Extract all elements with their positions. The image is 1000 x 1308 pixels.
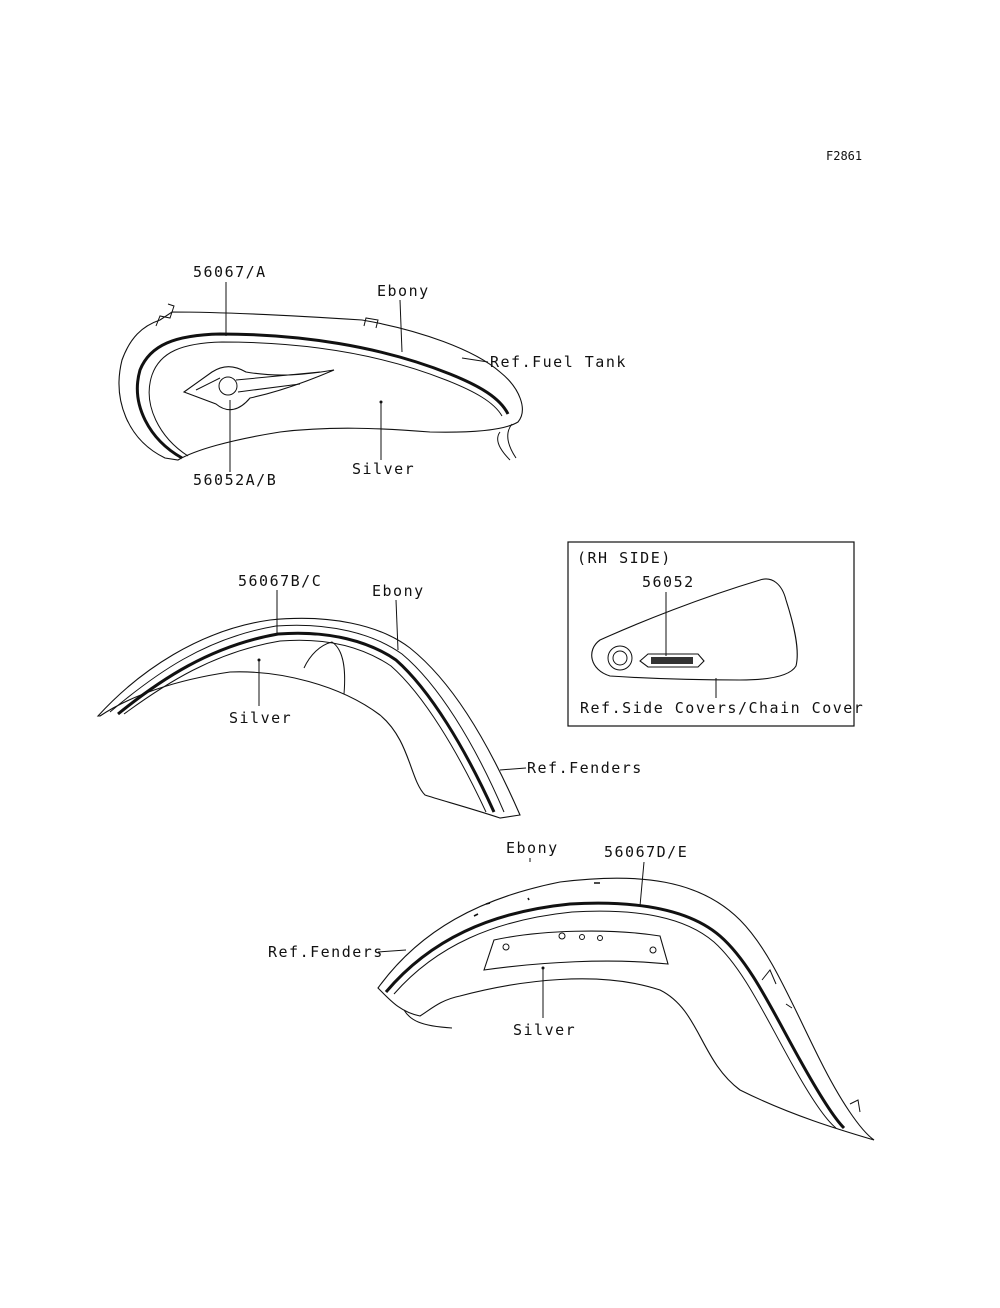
front-fender-group — [98, 572, 643, 818]
rear-ref: Ref.Fenders — [268, 943, 384, 961]
rear-fender-outline — [378, 878, 874, 1140]
tank-color-top: Ebony — [377, 282, 430, 300]
rear-color-top: Ebony — [506, 839, 559, 857]
tank-ref: Ref.Fuel Tank — [490, 353, 627, 371]
side-emblem-part: 56052 — [642, 573, 695, 591]
side-cover-emblem-logo — [651, 657, 693, 664]
point-tank-silver — [380, 401, 383, 404]
rear-color-side: Silver — [513, 1021, 577, 1039]
leader-front-ref — [500, 768, 526, 770]
front-stripe-part: 56067B/C — [238, 572, 323, 590]
front-color-top: Ebony — [372, 582, 425, 600]
point-rear-silver — [542, 967, 545, 970]
side-cover-title: (RH SIDE) — [577, 549, 672, 567]
rear-fender-group — [268, 839, 874, 1140]
tank-color-bottom: Silver — [352, 460, 416, 478]
fuel-tank-group — [119, 263, 627, 489]
tank-stripe-part: 56067/A — [193, 263, 267, 281]
point-front-silver — [258, 659, 261, 662]
tank-emblem-part: 56052A/B — [193, 471, 278, 489]
side-cover-ref: Ref.Side Covers/Chain Cover — [580, 699, 865, 717]
front-color-side: Silver — [229, 709, 293, 727]
front-ref: Ref.Fenders — [527, 759, 643, 777]
figure-code: F2861 — [826, 149, 863, 163]
fuel-tank-outline — [119, 312, 522, 460]
front-fender-outline — [98, 618, 520, 818]
rear-stripe-part: 56067D/E — [604, 843, 689, 861]
side-cover-group — [568, 542, 864, 726]
tank-tube — [498, 424, 516, 460]
